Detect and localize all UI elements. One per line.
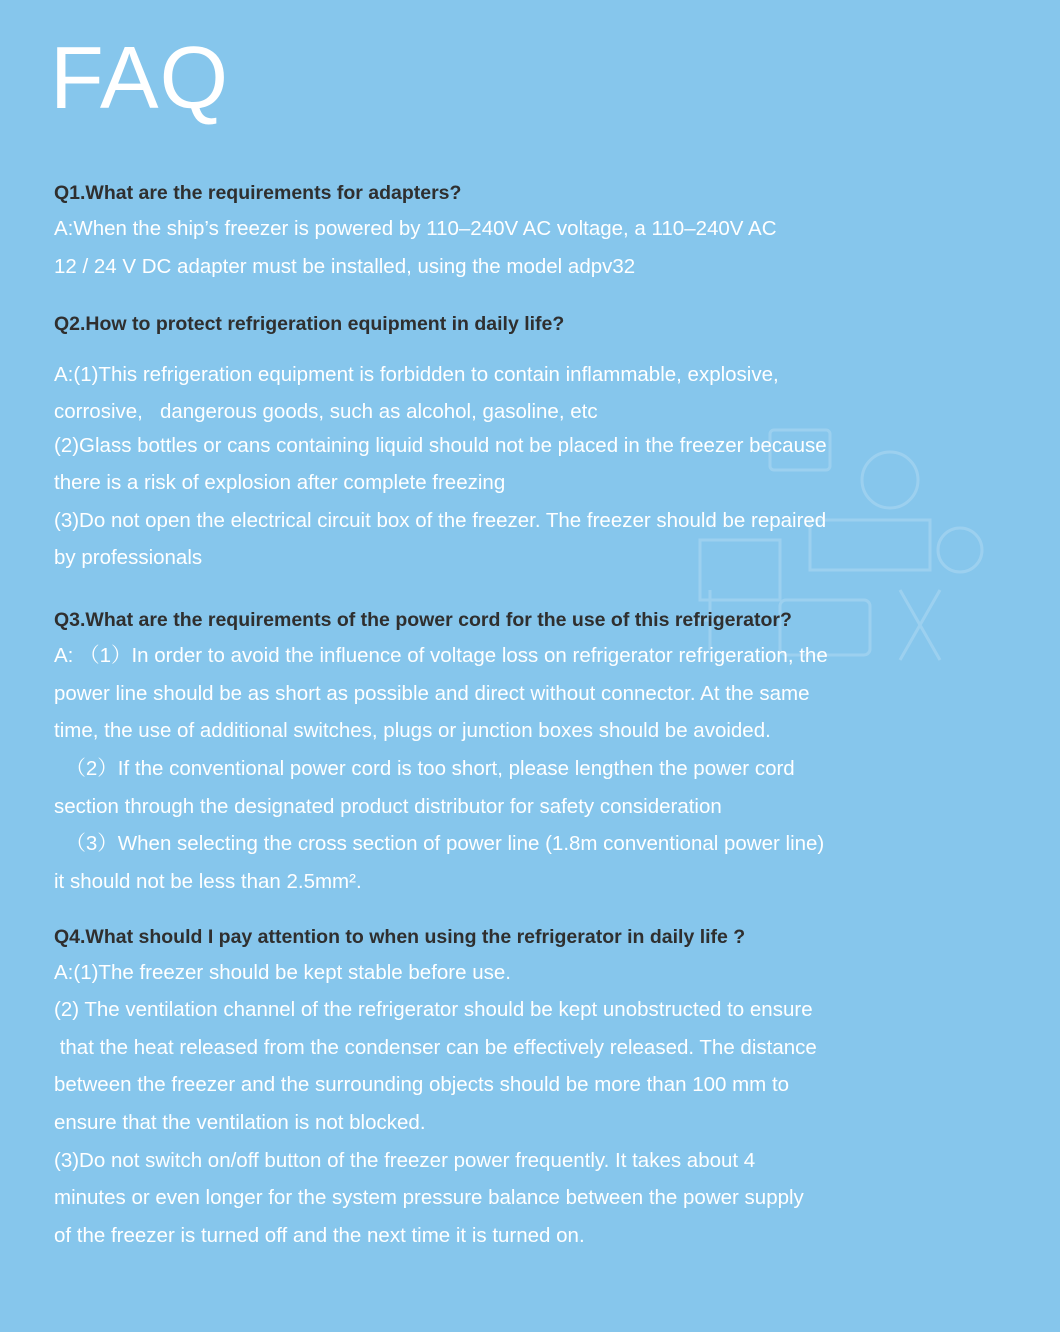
faq-question-4: Q4.What should I pay attention to when using the refrigerator in daily life ? — [54, 926, 746, 948]
faq-answer-1-line-2: 12 / 24 V DC adapter must be installed, using the model adpv32 — [54, 255, 636, 278]
faq-answer-1-line-1: A:When the ship’s freezer is powered by 110–240V AC voltage, a 110–240V AC — [54, 217, 777, 240]
faq-answer-4-line-4: between the freezer and the surrounding objects should be more than 100 mm to — [54, 1073, 790, 1096]
faq-question-1: Q1.What are the requirements for adapters? — [54, 182, 462, 204]
faq-answer-3-line-7: it should not be less than 2.5mm². — [54, 870, 362, 893]
faq-answer-4-line-6: (3)Do not switch on/off button of the freezer power frequently. It takes about 4 — [54, 1149, 756, 1172]
faq-question-2: Q2.How to protect refrigeration equipment in daily life? — [54, 313, 565, 335]
faq-answer-2-line-5: (3)Do not open the electrical circuit box of the freezer. The freezer should be repaired — [54, 509, 827, 532]
faq-answer-3-line-3: time, the use of additional switches, plugs or junction boxes should be avoided. — [54, 719, 771, 742]
faq-answer-3-line-2: power line should be as short as possible and direct without connector. At the same — [54, 682, 810, 705]
faq-answer-3-line-6: （3）When selecting the cross section of power line (1.8m conventional power line) — [54, 832, 825, 855]
faq-answer-3-line-1: A: （1）In order to avoid the influence of voltage loss on refrigerator refrigeration, the — [54, 644, 828, 667]
faq-answer-4-line-2: (2) The ventilation channel of the refrigerator should be kept unobstructed to ensure — [54, 998, 813, 1021]
faq-answer-4-line-1: A:(1)The freezer should be kept stable before use. — [54, 961, 511, 984]
faq-answer-4-line-5: ensure that the ventilation is not blocked. — [54, 1111, 426, 1134]
faq-answer-3-line-4: （2）If the conventional power cord is too short, please lengthen the power cord — [54, 757, 795, 780]
faq-answer-4-line-8: of the freezer is turned off and the next time it is turned on. — [54, 1224, 585, 1247]
faq-answer-4-line-3: that the heat released from the condenser can be effectively released. The distance — [54, 1036, 817, 1059]
medical-icons-watermark — [660, 420, 1000, 680]
faq-answer-2-line-3: (2)Glass bottles or cans containing liquid should not be placed in the freezer because — [54, 434, 827, 457]
faq-answer-4-line-7: minutes or even longer for the system pressure balance between the power supply — [54, 1186, 804, 1209]
faq-answer-2-line-2: corrosive, dangerous goods, such as alcohol, gasoline, etc — [54, 400, 598, 423]
faq-answer-3-line-5: section through the designated product distributor for safety consideration — [54, 795, 722, 818]
faq-answer-2-line-1: A:(1)This refrigeration equipment is forbidden to contain inflammable, explosive, — [54, 363, 779, 386]
page-title: FAQ — [50, 28, 230, 127]
faq-answer-2-line-4: there is a risk of explosion after complete freezing — [54, 471, 506, 494]
faq-question-3: Q3.What are the requirements of the power cord for the use of this refrigerator? — [54, 609, 792, 631]
faq-answer-2-line-6: by professionals — [54, 546, 203, 569]
